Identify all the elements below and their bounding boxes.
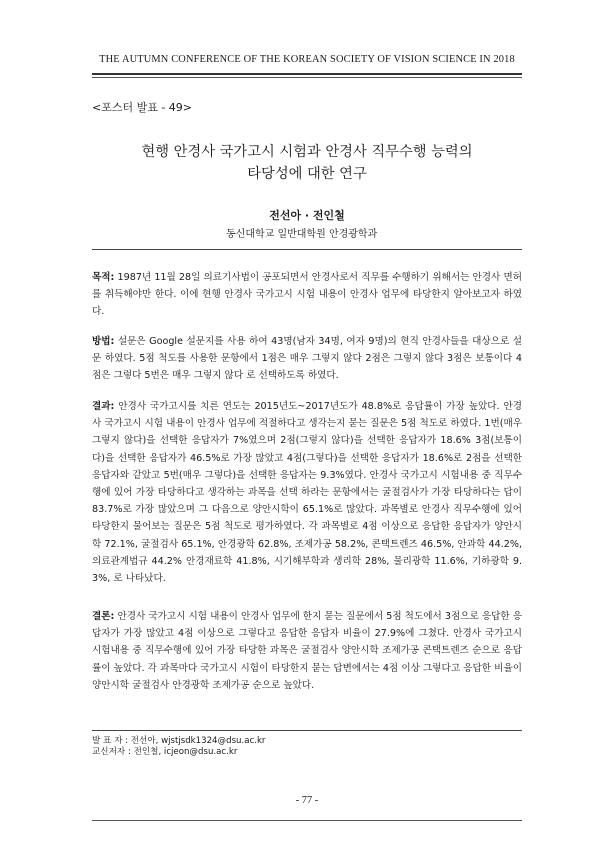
method-text: 설문은 Google 설문지를 사용 하여 43명(남자 34명, 여자 9명)의 현직 안경사들을 대상으로 설문 하였다. 5점 척도를 사용한 문항에서 1점은 매우 그렇지 않다 2점은 그렇지 않다 3점은 보통이다 4점은 그렇다 5번은 매우 그렇지 않다 로 선택하도록 하였다. — [92, 336, 522, 382]
presenter-footnote: 발 표 자 : 전선아, wjstjsdk1324@dsu.ac.kr — [92, 736, 266, 746]
section-divider — [92, 249, 522, 250]
conclusion-label: 결론: — [92, 611, 115, 622]
conclusion-text: 안경사 국가고시 시험 내용이 안경사 업무에 한지 묻는 질문에서 5점 척도에서 3점으로 응답한 응답자가 가장 많았고 4점 이상으로 그렇다고 응답한 응답자 비율이 27.9%에 그쳤다. 안경사 국가고시 시험내용 중 직무수행에 있어 가장 타당한 과목은 굴절검사 양안시학 조제가공 콘택트렌즈 순으로 응답률이 높았다. 각 과목마다 국가고시 시험이 타당한지 묻는 답변에서는 4점 이상 그렇다고 응답한 비율이 양안시학 굴절검사 안경광학 조제가공 순으로 높았다. — [92, 611, 522, 691]
conference-header: THE AUTUMN CONFERENCE OF THE KOREAN SOCIETY OF VISION SCIENCE IN 2018 — [99, 54, 515, 65]
header-rule-thick — [92, 73, 522, 75]
poster-label: <포스터 발표 - 49> — [92, 101, 193, 114]
title-line-2: 타당성에 대한 연구 — [247, 166, 367, 182]
page-number: - 77 - — [295, 795, 319, 806]
purpose-text: 1987년 11월 28일 의료기사법이 공포되면서 안경사로서 직무를 수행하기 위해서는 안경사 면허를 취득해야만 한다. 이에 현행 안경사 국가고시 시험 내용이 안경사 업무에 타당한지 알아보고자 하였다. — [92, 272, 522, 318]
title-line-1: 현행 안경사 국가고시 시험과 안경사 직무수행 능력의 — [141, 144, 473, 160]
header-rule-thin — [92, 77, 522, 78]
results-label: 결과: — [92, 401, 115, 412]
method-label: 방법: — [92, 336, 115, 347]
authors: 전선아 · 전인철 — [269, 209, 345, 222]
results-text: 안경사 국가고시를 치른 연도는 2015년도~2017년도가 48.8%로 응답률이 가장 높았다. 안경사 국가고시 시험 내용이 안경사 업무에 적절하다고 생각는지 묻는 질문은 5점 척도로 하였다. 1번(매우 그렇지 않다)을 선택한 응답자가 7%였으며 2점(그렇지 않다)을 선택한 응답자가 18.6% 3점(보통이다)을 선택한 응답자가 46.5%로 가장 많았고 4점(그렇다)을 선택한 응답자가 18.6%로 2점을 선택한 응답자와 같았고 5번(매우 그렇다)을 선택한 응답자는 9.3%였다. 안경사 국가고시 시험내용 중 직무수행에 있어 가장 타당하다고 생각하는 과목을 선택 하라는 문항에서는 굴절검사가 가장 타당하다는 답이 83.7%로 가장 많았으며 그 다음으로 양안시학이 65.1%로 많았다. 과목별로 안경사 직무수행에 있어 타당한지 물어보는 질문은 5점 척도로 평가하였다. 각 과목별로 4점 이상으로 응답한 응답자가 양안시학 72.1%, 굴절검사 65.1%, 안경광학 62.8%, 조제가공 58.2%, 콘택트렌즈 46.5%, 안과학 44.2%, 의료관계법규 44.2% 안경재료학 41.8%, 시기해부학과 생리학 28%, 물리광학 11.6%, 기하광학 9.3%, 로 나타났다. — [92, 401, 522, 585]
conclusion-paragraph — [92, 608, 522, 694]
corresponding-author-footnote: 교신저자 : 전인철, icjeon@dsu.ac.kr — [92, 747, 238, 757]
method-paragraph — [92, 333, 522, 385]
purpose-paragraph — [92, 269, 522, 321]
affiliation: 동신대학교 일반대학원 안경광학과 — [226, 229, 378, 240]
footer-rule — [92, 820, 522, 821]
purpose-label: 목적: — [92, 272, 115, 283]
footnote-divider — [92, 730, 522, 731]
results-paragraph — [92, 398, 522, 587]
